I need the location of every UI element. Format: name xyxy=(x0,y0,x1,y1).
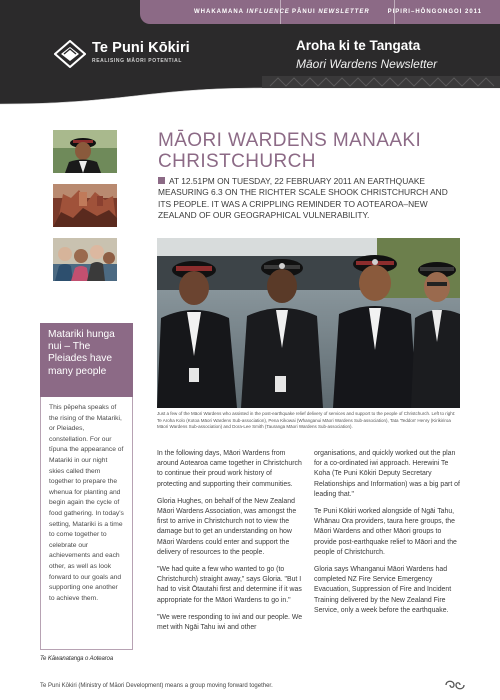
header-wave-graphic xyxy=(0,68,500,126)
article-headline: MĀORI WARDENS MANAAKI CHRISTCHURCH xyxy=(158,130,422,172)
article-paragraph: In the following days, Māori Wardens from around Aotearoa came together in Christchurch to continue their proud work history of protecting and supporting their communities. xyxy=(157,450,302,488)
photo-caption: Just a few of the Māori Wardens who assisted in the post-earthquake relief delivery of services and support to the people of Christchurch. Left to right: Te Aroha Kolo (Kotoa Māori Wardens Sub-association), Pena Kikowai (Whanganui Māori Wardens Sub-association), Tata 'Teddon' Henry (Kirikiriroa Māori Wardens Sub-association) and Dora-Lee Smith (Tauranga Māori Wardens Sub-association). xyxy=(157,411,456,429)
article-column-right xyxy=(314,449,460,623)
article-column-left xyxy=(157,449,303,640)
article-paragraph: Te Puni Kōkiri worked alongside of Ngāi Tahu, Whānau Ora providers, taura here groups, the Māori Wardens and other Māori groups to provide post-earthquake relief to Māori and the people of Christchurch. xyxy=(314,508,457,556)
newsletter-title: Aroha ki te Tangata xyxy=(296,38,421,53)
warden-portrait-thumbnail xyxy=(53,130,117,173)
koru-ornament-icon xyxy=(444,678,466,692)
article-paragraph: Gloria Hughes, on behalf of the New Zealand Māori Wardens Association, was amongst the first to arrive in Christchurch not to view the damage but to get an understanding on how Māori Wardens could enter and support the delivery of resources to the people. xyxy=(157,497,297,556)
tab-newsletter-label: NEWSLETTER xyxy=(318,9,370,15)
article-paragraph: Gloria says Whanganui Māori Wardens had completed NZ Fire Service Emergency Evacuation, Suppression of Fire and Incident Training delivered by the New Zealand Fire Service, only a week before the earthquake. xyxy=(314,566,452,614)
header-tab-strip xyxy=(140,0,500,24)
matariki-box-body xyxy=(40,397,133,650)
tab-panui-label: PĀNUI xyxy=(292,9,316,15)
tab-influence-label: INFLUENCE xyxy=(246,9,290,15)
matariki-box-header xyxy=(40,323,133,397)
tab-divider xyxy=(280,0,281,24)
earthquake-damage-thumbnail xyxy=(53,184,117,227)
footer-text: Te Puni Kōkiri (Ministry of Māori Development) means a group moving forward together. xyxy=(40,683,273,689)
tab-whakamana-influence xyxy=(194,0,290,24)
tab-issue-date: PIPIRI–HŌNGONGOI 2011 xyxy=(387,9,482,15)
bullet-square-icon xyxy=(158,177,165,184)
tab-panui-newsletter xyxy=(292,0,370,24)
article-paragraph: organisations, and quickly worked out the plan for a co-ordinated iwi approach. Herewini Te Koha (Te Puni Kōkiri Deputy Secretary Relationships and Information) was a big part of leading that." xyxy=(314,450,460,498)
government-wordmark: Te Kāwanatanga o Aotearoa xyxy=(40,656,114,662)
tab-whakamana-label: WHAKAMANA xyxy=(194,9,244,15)
maori-wardens-group-photo xyxy=(157,238,460,408)
matariki-box-text: This pēpeha speaks of the rising of the Matariki, or Pleiades, constellation. For our tīpuna the appearance of Matariki in our night skies called them together to prepare the whenua for planting and begin again the cycle of food gathering. In today's setting, Matariki is a time to come together to celebrate our achievements and each other, as well as look forward to our goals and supporting one another to achieve them. xyxy=(49,404,124,602)
matariki-box-title: Matariki hunga nui – The Pleiades have many people xyxy=(48,329,115,377)
group-photo-thumbnail xyxy=(53,238,117,281)
org-name: Te Puni Kōkiri xyxy=(92,40,190,56)
newsletter-subtitle: Māori Wardens Newsletter xyxy=(296,57,438,71)
article-lead xyxy=(158,176,462,222)
te-puni-kokiri-logo-icon xyxy=(54,40,86,68)
org-tagline: REALISING MĀORI POTENTIAL xyxy=(92,58,182,64)
article-lead-text: AT 12.51PM ON TUESDAY, 22 FEBRUARY 2011 AN EARTHQUAKE MEASURING 6.3 ON THE RICHTER SCALE SHOOK CHRISTCHURCH AND ITS PEOPLE. IT WAS A CRIPPLING REMINDER TO AOTEAROA–NEW ZEALAND OF OUR GEOGRAPHICAL VULNERABILITY. xyxy=(158,176,448,221)
article-paragraph: "We were responding to iwi and our people. We met with Ngāi Tahu iwi and other xyxy=(157,613,303,632)
article-paragraph: "We had quite a few who wanted to go (to Christchurch) straight away," says Gloria. "But I had to visit Ōtautahi first and determine if it was appropriate for the Māori Wardens to go in." xyxy=(157,566,302,604)
